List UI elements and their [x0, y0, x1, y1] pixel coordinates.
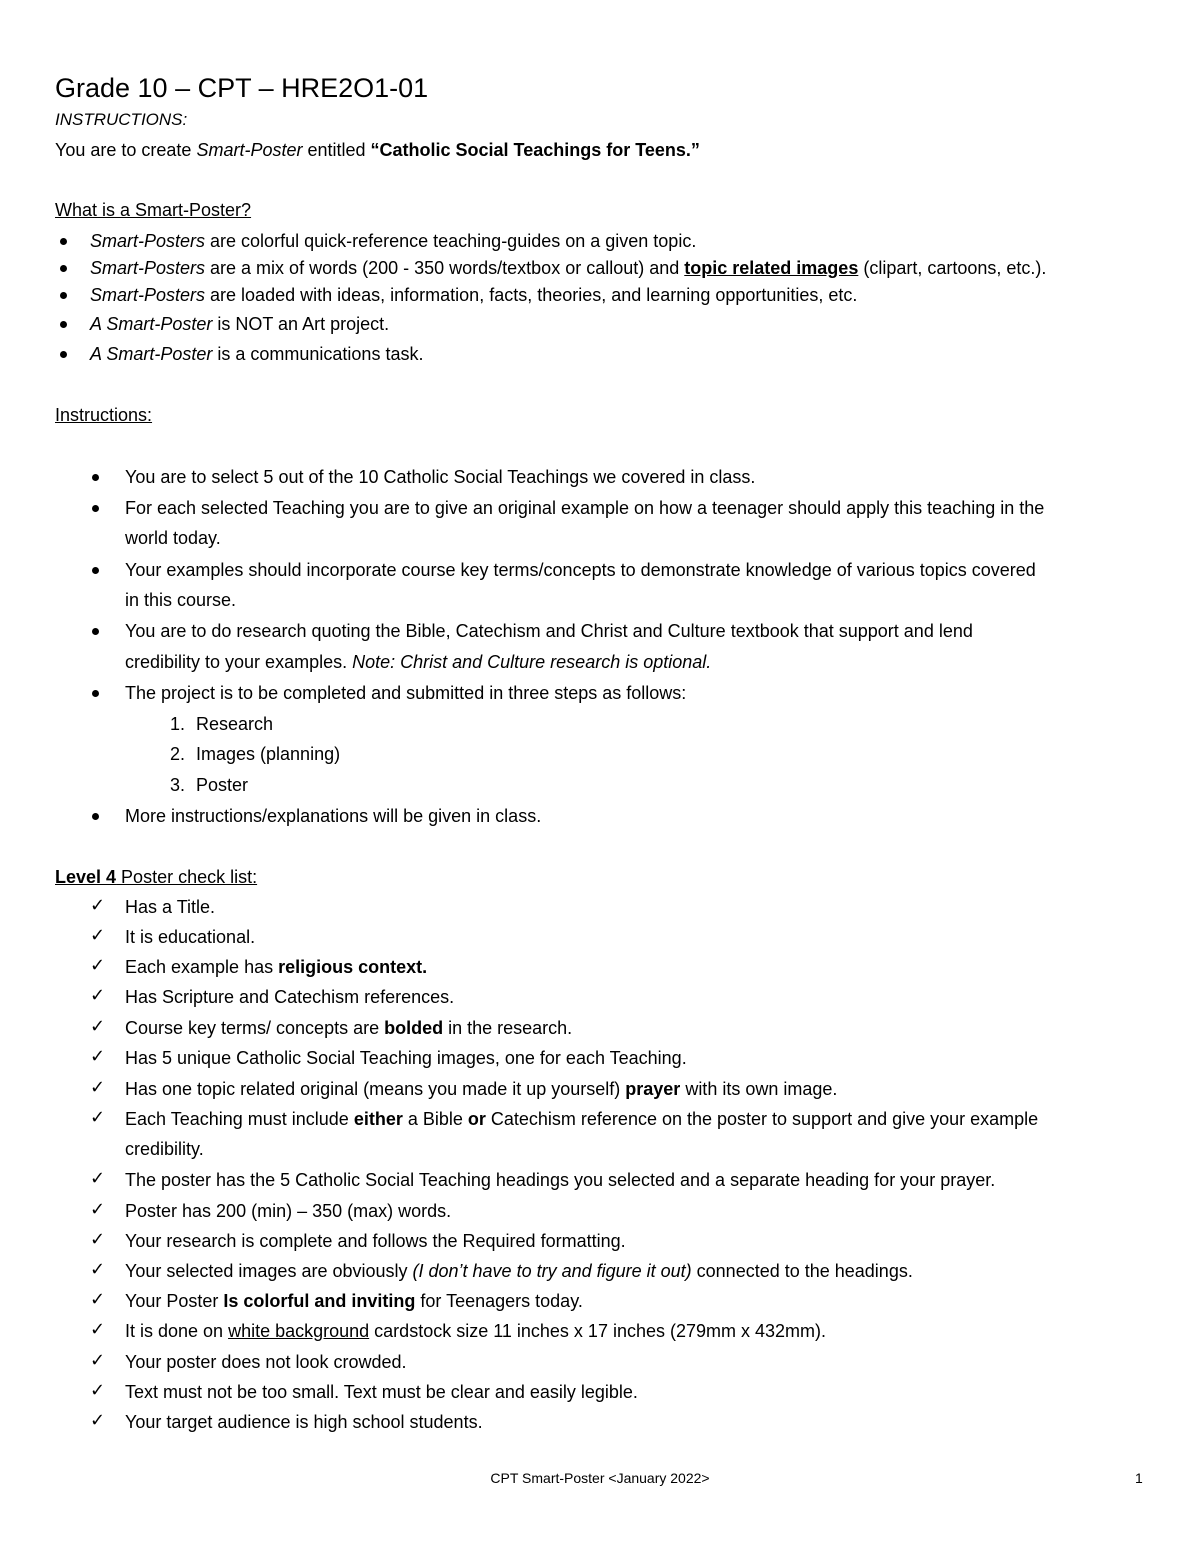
what-is-item: Smart-Posters are colorful quick-reference teaching-guides on a given topic.	[90, 231, 697, 251]
checklist-item: Your selected images are obviously (I don’t have to try and figure it out) connected to the headings.	[125, 1261, 913, 1281]
step-label: Poster	[196, 775, 249, 795]
checkmark-icon: ✓	[90, 1199, 106, 1220]
intro-text-1: You are to create	[55, 140, 197, 160]
checklist-item: Each Teaching must include either a Bible or Catechism reference on the poster to support and give your example	[125, 1109, 1039, 1129]
document-title: Grade 10 – CPT – HRE2O1-01	[55, 73, 429, 103]
bullet-icon	[92, 474, 99, 481]
bullet-icon	[92, 505, 99, 512]
instruction-item-continued: world today.	[125, 528, 221, 548]
checkmark-icon: ✓	[90, 1350, 106, 1371]
checkmark-icon: ✓	[90, 1380, 106, 1401]
step-number: 1.	[170, 714, 186, 734]
checklist-item: Has a Title.	[125, 897, 216, 917]
checklist-item: Your research is complete and follows the Required formatting.	[125, 1231, 626, 1251]
checkmark-icon: ✓	[90, 1077, 106, 1098]
intro-poster-title: “Catholic Social Teachings for Teens.”	[370, 140, 700, 160]
what-is-item: A Smart-Poster is a communications task.	[90, 344, 424, 364]
checkmark-icon: ✓	[90, 1046, 106, 1067]
bullet-icon	[60, 321, 67, 328]
instructions-label: INSTRUCTIONS:	[55, 110, 188, 129]
checklist-item: Course key terms/ concepts are bolded in the research.	[125, 1018, 573, 1038]
checklist-heading: Level 4 Poster check list:	[55, 867, 258, 887]
checklist-item: It is done on white background cardstock size 11 inches x 17 inches (279mm x 432mm).	[125, 1321, 827, 1341]
instruction-item: For each selected Teaching you are to give an original example on how a teenager should apply this teaching in the	[125, 498, 1045, 518]
page-footer: CPT Smart-Poster <January 2022>	[490, 1470, 710, 1486]
step-label: Images (planning)	[196, 744, 341, 764]
what-is-heading: What is a Smart-Poster?	[55, 200, 252, 220]
intro-paragraph	[55, 140, 700, 160]
instruction-item: Your examples should incorporate course key terms/concepts to demonstrate knowledge of various topics covered	[125, 560, 1036, 580]
checkmark-icon: ✓	[90, 1319, 106, 1340]
bullet-icon	[92, 690, 99, 697]
checkmark-icon: ✓	[90, 895, 106, 916]
checkmark-icon: ✓	[90, 985, 106, 1006]
bullet-icon	[60, 265, 67, 272]
checkmark-icon: ✓	[90, 955, 106, 976]
bullet-icon	[92, 567, 99, 574]
checklist-item: Poster has 200 (min) – 350 (max) words.	[125, 1201, 452, 1221]
bullet-icon	[60, 238, 67, 245]
checklist-item-continued: credibility.	[125, 1139, 204, 1159]
instruction-item: You are to do research quoting the Bible, Catechism and Christ and Culture textbook that support and lend	[125, 621, 973, 641]
checkmark-icon: ✓	[90, 1410, 106, 1431]
what-is-item: Smart-Posters are loaded with ideas, information, facts, theories, and learning opportunities, etc.	[90, 285, 858, 305]
step-number: 2.	[170, 744, 186, 764]
checkmark-icon: ✓	[90, 1289, 106, 1310]
bullet-icon	[60, 292, 67, 299]
checkmark-icon: ✓	[90, 1107, 106, 1128]
checkmark-icon: ✓	[90, 925, 106, 946]
bullet-icon	[60, 351, 67, 358]
bullet-icon	[92, 813, 99, 820]
checklist-item: Has Scripture and Catechism references.	[125, 987, 455, 1007]
checklist-item: Text must not be too small. Text must be clear and easily legible.	[125, 1382, 638, 1402]
instruction-item-continued: in this course.	[125, 590, 237, 610]
checkmark-icon: ✓	[90, 1168, 106, 1189]
instruction-item-continued: credibility to your examples. Note: Christ and Culture research is optional.	[125, 652, 712, 672]
intro-smart-poster: Smart-Poster	[196, 140, 303, 160]
checklist-item: Your poster does not look crowded.	[125, 1352, 407, 1372]
checklist-item: Your Poster Is colorful and inviting for Teenagers today.	[125, 1291, 583, 1311]
bullet-icon	[92, 628, 99, 635]
checklist-item: Your target audience is high school students.	[125, 1412, 483, 1432]
instruction-item: More instructions/explanations will be given in class.	[125, 806, 542, 826]
checklist-item: Has one topic related original (means you made it up yourself) prayer with its own image.	[125, 1079, 838, 1099]
intro-text-2: entitled	[302, 140, 371, 160]
checklist-item: It is educational.	[125, 927, 256, 947]
checklist-item: Has 5 unique Catholic Social Teaching images, one for each Teaching.	[125, 1048, 687, 1068]
instruction-item: You are to select 5 out of the 10 Catholic Social Teachings we covered in class.	[125, 467, 756, 487]
what-is-item: Smart-Posters are a mix of words (200 - 350 words/textbox or callout) and topic related images (clipart, cartoons, etc.).	[90, 258, 1047, 278]
checkmark-icon: ✓	[90, 1016, 106, 1037]
checklist-item: Each example has religious context.	[125, 957, 428, 977]
checkmark-icon: ✓	[90, 1259, 106, 1280]
checkmark-icon: ✓	[90, 1229, 106, 1250]
step-label: Research	[196, 714, 274, 734]
what-is-item: A Smart-Poster is NOT an Art project.	[90, 314, 390, 334]
instructions-heading: Instructions:	[55, 405, 153, 425]
step-number: 3.	[170, 775, 186, 795]
checklist-item: The poster has the 5 Catholic Social Teaching headings you selected and a separate heading for your prayer.	[125, 1170, 996, 1190]
instruction-item: The project is to be completed and submitted in three steps as follows:	[125, 683, 687, 703]
page-number: 1	[1135, 1470, 1143, 1486]
